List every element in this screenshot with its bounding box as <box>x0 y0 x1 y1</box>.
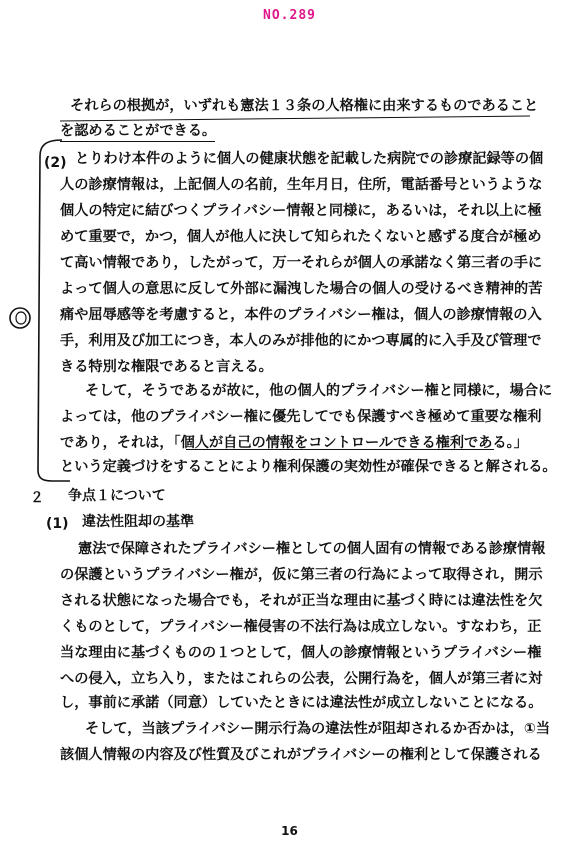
text-line: そして，そうであるが故に，他の個人的プライバシー権と同様に，場合に <box>85 383 553 399</box>
text-line: 憲法で保障されたプライバシー権としての個人固有の情報である診療情報 <box>78 541 546 557</box>
text-line: とりわけ本件のように個人の健康状態を記載した病院での診療記録等の個 <box>75 151 544 167</box>
page-number: 16 <box>281 824 298 838</box>
text-line: くものとして，プライバシー権侵害の不法行為は成立しない。すなわち，正 <box>60 619 542 635</box>
text-line: 痛や屈辱感等を考慮すると，本件のプライバシー権は，個人の診療情報の入 <box>60 307 542 323</box>
text-line: 手，利用及び加工につき，本人のみが排他的にかつ専属的に入手及び管理で <box>60 333 542 349</box>
item-marker-1: (1) <box>46 516 69 532</box>
text-line: て高い情報であり，したがって，万一それらが個人の承諾なく第三者の手に <box>60 255 543 271</box>
text-line: そして，当該プライバシー開示行為の違法性が阻却されるか否かは，①当 <box>85 721 551 737</box>
text-line: よっては，他のプライバシー権に優先してでも保護すべき極めて重要な権利 <box>60 409 542 425</box>
text-line: 個人の特定に結びつくプライバシー情報と同様に，あるいは，それ以上に極 <box>60 203 542 219</box>
circled-number-mark <box>10 308 30 328</box>
circled-number-stroke <box>16 312 26 324</box>
text-line: を認めることができる。 <box>60 123 217 139</box>
text-line: し，事前に承諾（同意）していたときには違法性が成立しないことになる。 <box>60 695 543 711</box>
text-line: きる特別な権限であると言える。 <box>60 359 273 375</box>
text-line: 当な理由に基づくものの１つとして，個人の診療情報というプライバシー権 <box>60 645 542 661</box>
item-marker-2: (2) <box>44 155 67 171</box>
text-line: される状態になった場合でも，それが正当な理由に基づく時には違法性を欠 <box>60 593 543 609</box>
text-line: 人の診療情報は，上記個人の名前，生年月日，住所，電話番号というような <box>60 177 543 193</box>
text-line: それらの根拠が，いずれも憲法１３条の人格権に由来するものであること <box>70 98 539 114</box>
text-line: であり，それは，「個人が自己の情報をコントロールできる権利である。」 <box>60 435 528 451</box>
text-line: よって個人の意思に反して外部に漏洩した場合の個人の受けるべき精神的苦 <box>60 281 543 297</box>
item-title: 違法性阻却の基準 <box>82 514 194 530</box>
text-line: への侵入，立ち入り，またはこれらの公表，公開行為を，個人が第三者に対 <box>60 671 543 687</box>
text-line: という定義づけをすることにより権利保護の実効性が確保できると解される。 <box>60 459 557 475</box>
text-line: めて重要で，かつ，個人が他人に決して知られたくないと感ずる度合が極め <box>60 229 542 245</box>
section-number: ２ <box>30 490 44 506</box>
document-number: NO.289 <box>263 8 316 23</box>
section-title: 争点１について <box>68 488 166 504</box>
text-line: の保護というプライバシー権が，仮に第三者の行為によって取得され，開示 <box>60 567 543 583</box>
text-line: 該個人情報の内容及び性質及びこれがプライバシーの権利として保護される <box>60 747 542 763</box>
